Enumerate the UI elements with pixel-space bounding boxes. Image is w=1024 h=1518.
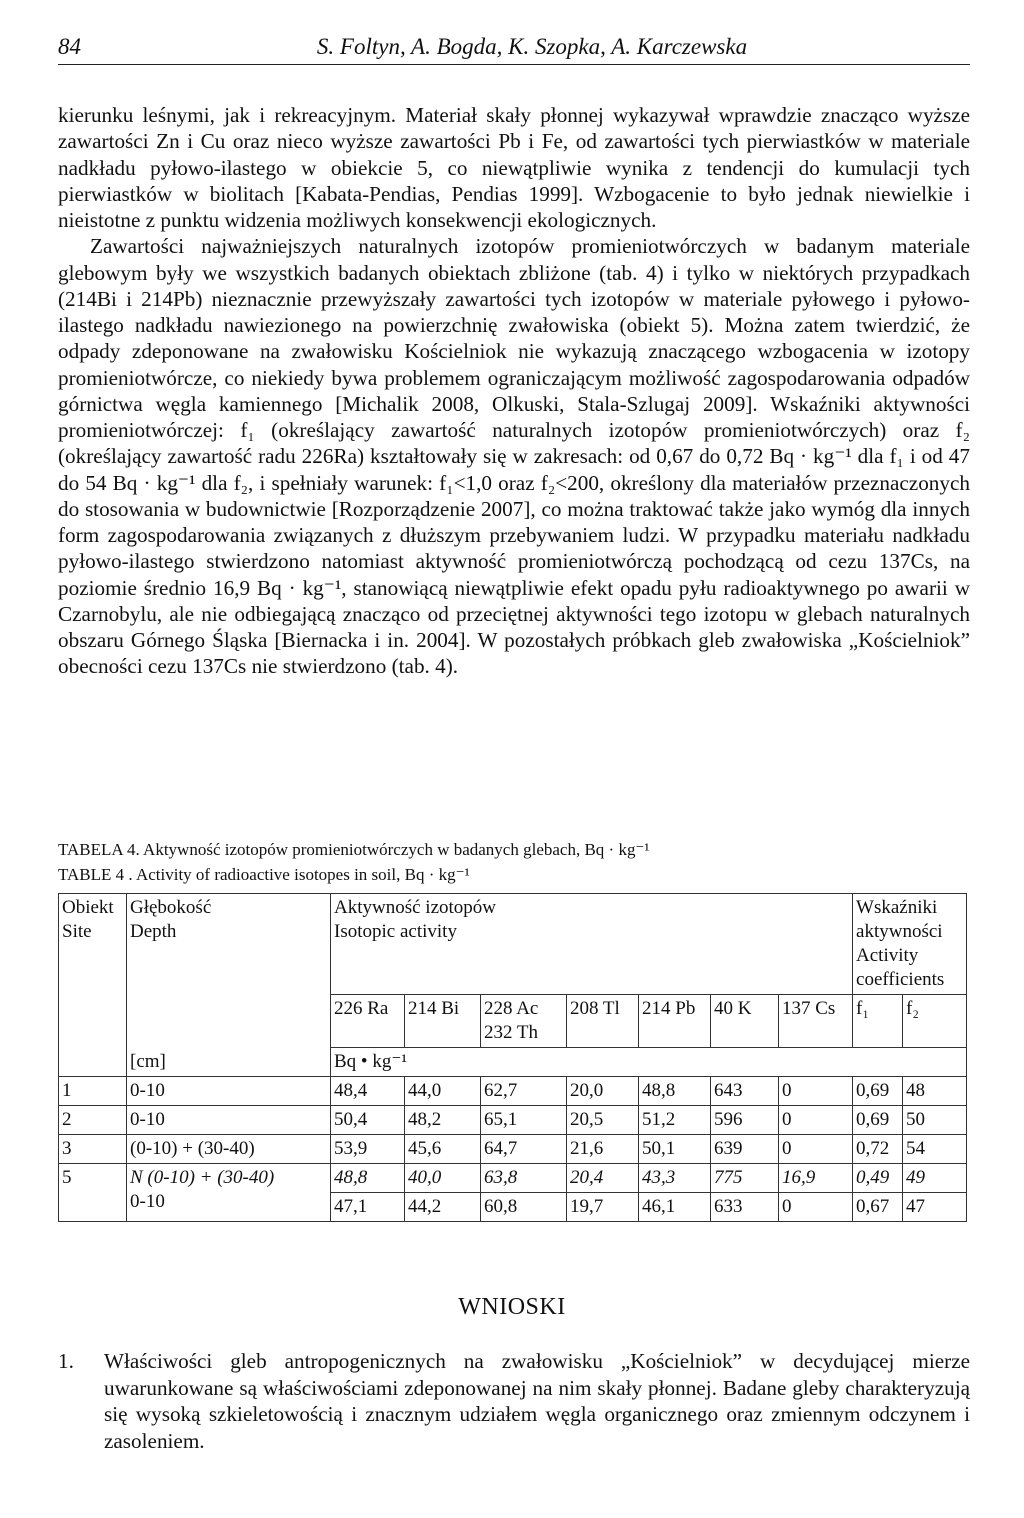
cell-value: 20,0: [567, 1077, 639, 1106]
cell-value: 0,69: [853, 1077, 903, 1106]
blank-cell: [127, 995, 331, 1048]
cell-value: 47: [903, 1193, 967, 1222]
cell-site: 3: [59, 1135, 127, 1164]
col-header-coefficients: [853, 894, 967, 995]
coef-f2: f₂: [903, 995, 967, 1048]
cell-value: 65,1: [481, 1106, 567, 1135]
cell-depth-sub: 0-10: [130, 1191, 165, 1212]
header-wskazniki: Wskaźniki aktywności: [856, 897, 943, 942]
paragraph: Zawartości najważniejszych naturalnych izotopów promieniotwórczych w badanym materiale glebowym były we wszystkich badanych obiektach zbliżone (tab. 4) i tylko w niektórych przypadkach (214Bi i 214Pb) nieznacznie przewyższały zawartości tych izotopów w materiale pyłowego i pyłowo-ilastego nadkładu nawiezionego na powierzchnię zwałowiska (obiekt 5). Można zatem twierdzić, że odpady zdeponowane na zwałowisku Kościelniok nie wykazują znaczącego wzbogacenia w izotopy promieniotwórcze, co niekiedy bywa problemem ograniczającym możliwość zagospodarowania odpadów górnictwa węgla kamiennego [Michalik 2008, Olkuski, Stala-Szlugaj 2009]. Wskaźniki aktywności promieniotwórczej: f₁ (określający zawartość naturalnych izotopów promieniotwórczych) oraz f₂ (określający zawartość radu 226Ra) kształtowały się w zakresach: od 0,67 do 0,72 Bq · kg⁻¹ dla f₁ i od 47 do 54 Bq · kg⁻¹ dla f₂, i spełniały warunek: f₁<1,0 oraz f₂<200, określony dla materiałów przeznaczonych do stosowania w budownictwie [Rozporządzenie 2007], co można traktować także jako wymóg dla innych form zagospodarowania związanych z dłuższym przebywaniem ludzi. W przypadku materiału nadkładu pyłowo-ilastego stwierdzono natomiast aktywność promieniotwórczą pochodzącą od cezu 137Cs, na poziomie średnio 16,9 Bq · kg⁻¹, stanowiącą niewątpliwie efekt opadu pyłu radioaktywnego po awarii w Czarnobylu, ale nie odbiegającą znacząco od przeciętnej aktywności tego izotopu w glebach naturalnych obszaru Górnego Śląska [Biernacka i in. 2004]. W pozostałych próbkach gleb zwałowiska „Kościelniok” obecności cezu 137Cs nie stwierdzono (tab. 4).: [58, 234, 970, 679]
paragraph: kierunku leśnymi, jak i rekreacyjnym. Materiał skały płonnej wykazywał wprawdzie znacząco wyższe zawartości Zn i Cu oraz nieco wyższe zawartości Pb i Fe, od zawartości tych pierwiastków w materiale nadkładu pyłowo-ilastego w obiekcie 5, co niewątpliwie wynika z tendencji do kumulacji tych pierwiastków w biolitach [Kabata-Pendias, Pendias 1999]. Wzbogacenie to było jednak niewielkie i nieistotne z punktu widzenia możliwych konsekwencji ekologicznych.: [58, 103, 970, 232]
header-aktywnosc: Aktywność izotopów: [334, 897, 497, 918]
cell-value: 20,5: [567, 1106, 639, 1135]
table-caption-en: TABLE 4 . Activity of radioactive isotopes in soil, Bq · kg⁻¹: [58, 865, 470, 884]
header-obiekt: Obiekt: [62, 897, 114, 918]
table-header-row: [59, 894, 967, 995]
cell-value: 44,0: [405, 1077, 481, 1106]
unit-activity: Bq • kg⁻¹: [331, 1048, 967, 1077]
isotope-pb214: 214 Pb: [639, 995, 711, 1048]
cell-value: 46,1: [639, 1193, 711, 1222]
cell-value: 0: [779, 1077, 853, 1106]
cell-value: 53,9: [331, 1135, 405, 1164]
cell-value: 50,1: [639, 1135, 711, 1164]
blank-cell: [59, 1048, 127, 1077]
isotope-bi214: 214 Bi: [405, 995, 481, 1048]
cell-value: 596: [711, 1106, 779, 1135]
col-header-site: [59, 894, 127, 995]
cell-value: 48,8: [639, 1077, 711, 1106]
running-title: S. Foltyn, A. Bogda, K. Szopka, A. Karczewska: [316, 34, 748, 59]
cell-value: 48,8: [331, 1164, 405, 1193]
isotope-k40: 40 K: [711, 995, 779, 1048]
cell-value: 47,1: [331, 1193, 405, 1222]
cell-value: 633: [711, 1193, 779, 1222]
cell-depth-main: N (0-10) + (30-40): [130, 1167, 275, 1188]
cell-value: 0,67: [853, 1193, 903, 1222]
col-header-depth: [127, 894, 331, 995]
cell-value: 45,6: [405, 1135, 481, 1164]
isotope-ac228: 228 Ac: [484, 998, 539, 1019]
cell-value: 21,6: [567, 1135, 639, 1164]
isotope-activity-table: [58, 893, 967, 1222]
cell-value: 48,4: [331, 1077, 405, 1106]
cell-depth: 0-10: [127, 1106, 331, 1135]
list-item: [58, 1348, 970, 1454]
table-row: [59, 1164, 967, 1193]
cell-value: 16,9: [779, 1164, 853, 1193]
header-depth: Depth: [130, 921, 177, 942]
cell-value: 43,3: [639, 1164, 711, 1193]
body-text: [58, 102, 970, 680]
cell-site: 1: [59, 1077, 127, 1106]
cell-value: 49: [903, 1164, 967, 1193]
cell-value: 0,72: [853, 1135, 903, 1164]
table-row: [59, 1077, 967, 1106]
cell-value: 0: [779, 1106, 853, 1135]
conclusions-list: [58, 1348, 970, 1454]
cell-value: 0: [779, 1193, 853, 1222]
cell-value: 48,2: [405, 1106, 481, 1135]
table-unit-row: [59, 1048, 967, 1077]
cell-value: 775: [711, 1164, 779, 1193]
cell-depth: 0-10: [127, 1077, 331, 1106]
coef-f1: f₁: [853, 995, 903, 1048]
cell-value: 54: [903, 1135, 967, 1164]
isotope-tl208: 208 Tl: [567, 995, 639, 1048]
header-glebokosc: Głębokość: [130, 897, 212, 918]
cell-value: 20,4: [567, 1164, 639, 1193]
table-caption-pl: TABELA 4. Aktywność izotopów promieniotwórczych w badanych glebach, Bq · kg⁻¹: [58, 840, 650, 859]
cell-value: 64,7: [481, 1135, 567, 1164]
cell-site: 5: [59, 1164, 127, 1222]
table-row: [59, 1106, 967, 1135]
cell-depth: (0-10) + (30-40): [127, 1135, 331, 1164]
cell-value: 50: [903, 1106, 967, 1135]
blank-cell: [59, 995, 127, 1048]
col-header-activity: [331, 894, 853, 995]
header-activity-coef: Activity coefficients: [856, 945, 945, 990]
cell-value: 40,0: [405, 1164, 481, 1193]
isotope-th232: 232 Th: [484, 1022, 539, 1043]
header-isotopic: Isotopic activity: [334, 921, 457, 942]
isotope-ra226: 226 Ra: [331, 995, 405, 1048]
section-heading: WNIOSKI: [458, 1294, 566, 1320]
header-site: Site: [62, 921, 92, 942]
cell-value: 51,2: [639, 1106, 711, 1135]
cell-value: 643: [711, 1077, 779, 1106]
table-row: [59, 1135, 967, 1164]
cell-value: 0: [779, 1135, 853, 1164]
cell-value: 0,69: [853, 1106, 903, 1135]
cell-value: 60,8: [481, 1193, 567, 1222]
table-isotope-row: [59, 995, 967, 1048]
cell-value: 19,7: [567, 1193, 639, 1222]
cell-depth: [127, 1164, 331, 1222]
cell-value: 63,8: [481, 1164, 567, 1193]
cell-value: 44,2: [405, 1193, 481, 1222]
cell-site: 2: [59, 1106, 127, 1135]
unit-depth: [cm]: [127, 1048, 331, 1077]
cell-value: 639: [711, 1135, 779, 1164]
running-header: [58, 32, 970, 65]
cell-value: 48: [903, 1077, 967, 1106]
isotope-ac228-th232: [481, 995, 567, 1048]
cell-value: 62,7: [481, 1077, 567, 1106]
cell-value: 50,4: [331, 1106, 405, 1135]
cell-value: 0,49: [853, 1164, 903, 1193]
page-number: 84: [58, 34, 81, 59]
list-item-text: Właściwości gleb antropogenicznych na zwałowisku „Kościelniok” w decydującej mierze uwarunkowane są właściwościami zdeponowanej na nim skały płonnej. Badane gleby charakteryzują się wysoką szkieletowością i znacznym udziałem węgla organicznego oraz zmiennym odczynem i zasoleniem.: [104, 1349, 970, 1453]
list-item-number: 1.: [58, 1349, 74, 1373]
isotope-cs137: 137 Cs: [779, 995, 853, 1048]
